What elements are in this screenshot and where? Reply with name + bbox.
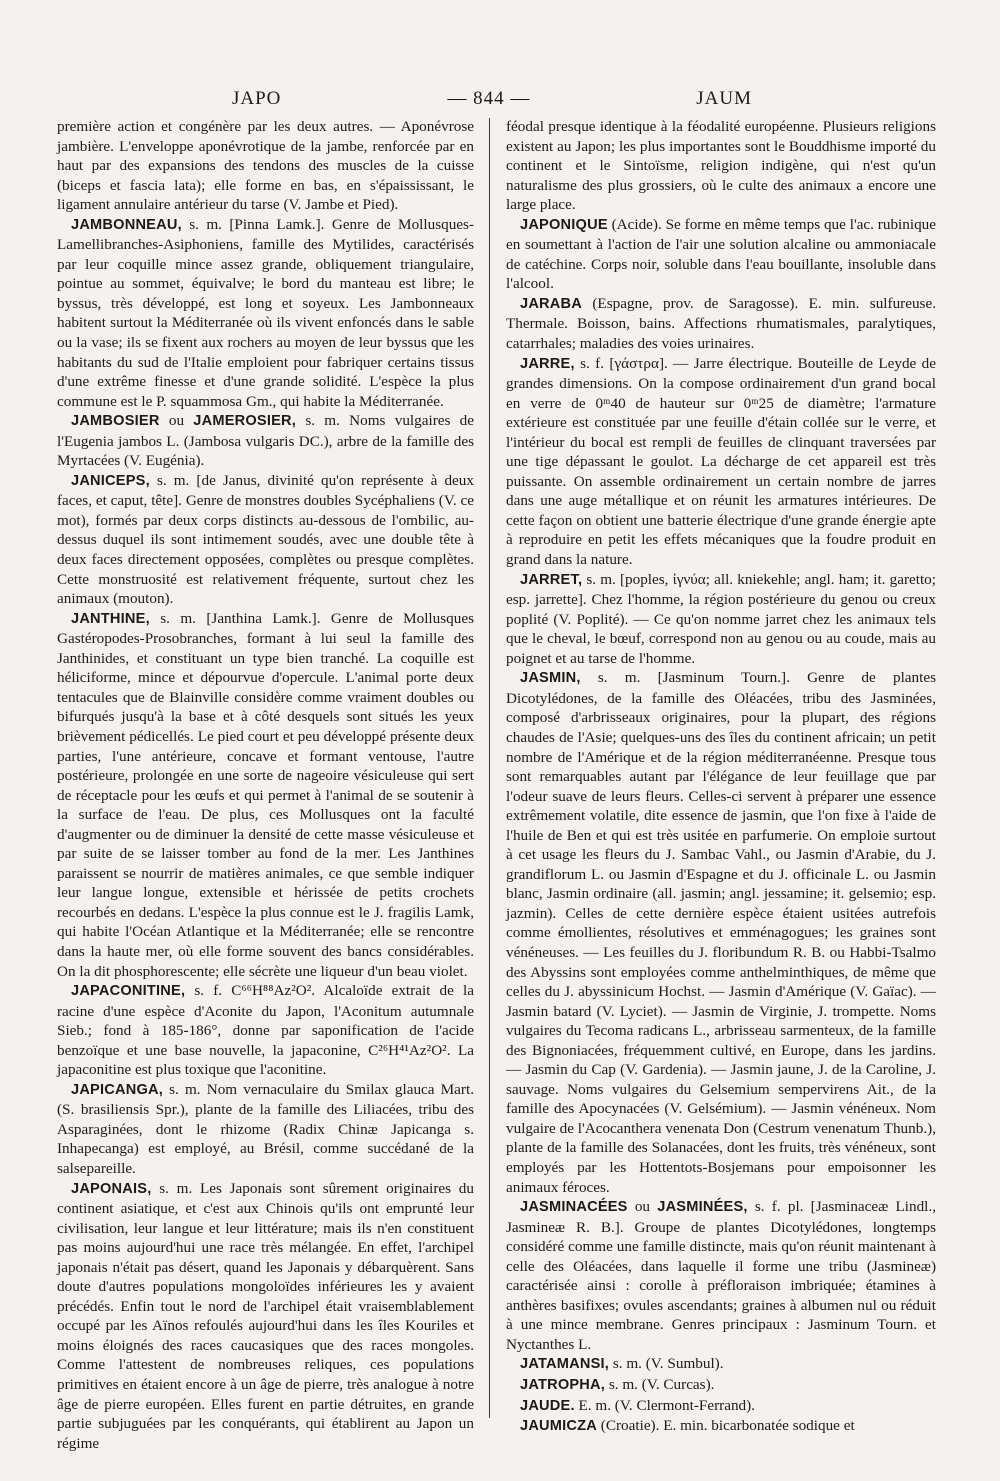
dictionary-entry <box>57 117 474 215</box>
dictionary-entry <box>57 471 474 609</box>
dictionary-entry <box>57 981 474 1080</box>
entry-text: s. m. (V. Curcas). <box>605 1376 715 1393</box>
entry-text: s. m. Nom vernaculaire du Smilax glauca Mart. (S. brasiliensis Spr.), plante de la famille des Liliacées, tribu des Asparaginées, dont le rhizome (Radix Chinæ Japicanga s. Inhapecanga) est employé, au Brésil, comme succédané de la salsepareille. <box>57 1080 474 1177</box>
dictionary-entry <box>57 1179 474 1454</box>
entry-headword: JANICEPS, <box>71 472 150 489</box>
dictionary-entry <box>57 411 474 471</box>
dictionary-entry <box>506 215 936 294</box>
entry-headword: JAMBONNEAU, <box>71 216 182 233</box>
entry-text: s. m. [Janthina Lamk.]. Genre de Mollusques Gastéropodes-Prosobranches, formant à lui seul la famille des Janthinides, et constituant un type bien tranché. La coquille est héliciforme, mince et dépourvue d'opercule. L'animal porte deux tentacules que de Blainville considère comme vraiment doubles ou bifurqués jusqu'à la base et à côté desquels sont situés les yeux brièvement pédicellés. Le pied court et peu développé présente deux parties, l'une antérieure, concave et formant ventouse, l'autre postérieure, prolongée en une sorte de nageoire vésiculeuse qui sert de réceptacle pour les œufs et qui permet à l'animal de se soutenir à la surface de l'eau. De plus, ces Mollusques ont la faculté d'augmenter ou de diminuer la densité de cette masse vésiculeuse et par suite de se laisser tomber au fond de la mer. Les Janthines paraissent se nourrir de matières animales, ce que semble indiquer leur langue longue, extensible et hérissée de petits crochets recourbés en dedans. L'espèce la plus connue est le J. fragilis Lamk, qui habite l'Océan Atlantique et la Méditerranée; elle se rencontre dans la haute mer, où elle forme souvent des bancs considérables. On la dit phosphorescente; elle sécrète une liqueur d'un beau violet. <box>57 609 474 980</box>
dictionary-entry <box>506 294 936 354</box>
dictionary-entry <box>506 1396 936 1417</box>
entry-text: E. m. (V. Clermont-Ferrand). <box>574 1396 755 1414</box>
page-number: — 844 — <box>447 88 531 109</box>
header-left-guideword: JAPO <box>232 88 282 109</box>
entry-text: ou <box>159 412 194 430</box>
dictionary-entry <box>57 215 474 411</box>
entry-headword: JASMINACÉES <box>520 1199 628 1216</box>
entry-text: s. f. C⁶⁶H⁸⁸Az²O². Alcaloïde extrait de la racine d'une espèce d'Aconite du Japon, l'Aconitum autumnale Sieb.; fond à 185-186°, donne par saponification de l'acide benzoïque et une base nouvelle, la japaconine, C²⁶H⁴¹Az²O². La japaconitine est plus toxique que l'aconitine. <box>57 982 474 1079</box>
entry-headword: JASMIN, <box>520 670 581 687</box>
entry-text: première action et congénère par les deux autres. — Aponévrose jambière. L'enveloppe aponévrotique de la jambe, renforcée par en haut par des expansions des tendons des muscles de la cuisse (biceps et fascia lata); elle forme en bas, en s'épaississant, le ligament annulaire antérieur du tarse (V. Jambe et Pied). <box>57 118 474 214</box>
dictionary-entry <box>506 668 936 1197</box>
entry-text: s. m. Noms vulgaires de l'Eugenia jambos L. (Jambosa vulgaris DC.), arbre de la famille des Myrtacées (V. Eugénia). <box>57 412 474 470</box>
entry-headword: JAPONAIS, <box>71 1180 152 1197</box>
dictionary-entry <box>57 609 474 981</box>
entry-headword: JAUDE. <box>520 1397 575 1414</box>
entry-text: (Acide). Se forme en même temps que l'ac. rubinique en soumettant à l'action de l'air une solution alcaline ou ammoniacale de catéchine. Corps noir, soluble dans l'eau bouillante, insoluble dans l'alcool. <box>506 215 936 293</box>
dictionary-entry <box>506 1416 936 1437</box>
dictionary-entry <box>506 117 936 215</box>
entry-headword: JATAMANSI, <box>520 1356 610 1373</box>
entry-headword: JARABA <box>520 295 583 312</box>
entry-text: (Croatie). E. min. bicarbonatée sodique et <box>597 1417 855 1435</box>
entry-text: s. m. [Jasminum Tourn.]. Genre de plantes Dicotylédones, de la famille des Oléacées, tribu des Jasminées, composé d'arbrisseaux originaires, pour la plupart, des régions chaudes de l'Asie; quelques-uns des îles du continent africain; un petit nombre de l'Amérique et de la région méditerranéenne. Presque tous sont remarquables autant par l'élégance de leur feuillage que par l'odeur suave de leurs fleurs. Celles-ci servent à préparer une essence extrêmement volatile, dite essence de jasmin, que l'on fixe à l'aide de l'huile de Ben et qui est très usitée en parfumerie. On emploie surtout à cet usage les fleurs du J. Sambac Vahl., ou Jasmin d'Arabie, du J. grandiflorum L. ou Jasmin d'Espagne et du J. officinale L. ou Jasmin blanc, Jasmin ordinaire (all. jasmin; angl. jessamine; it. gelsemio; esp. jazmin). Celles de cette dernière espèce étaient usitées autrefois comme émollientes, résolutives et emménagogues; les graines sont vénéneuses. — Les feuilles du J. floribundum R. B. ou Habbi-Tsalmo des Abyssins sont employées comme anthelminthiques, de même que celles du J. abyssinicum Hochst. — Jasmin d'Amérique (V. Gaïac). — Jasmin batard (V. Lyciet). — Jasmin de Virginie, J. trompette. Noms vulgaires du Tecoma radicans L., arbrisseau sarmenteux, de la famille des Bignoniacées, fréquemment cultivé, en Europe, dans les jardins. — Jasmin du Cap (V. Gardenia). — Jasmin jaune, J. de la Caroline, J. sauvage. Noms vulgaires du Gelsemium sempervirens Ait., de la famille des Apocynacées (V. Gelsémium). — Jasmin vénéneux. Nom vulgaire de l'Acocanthera venenata Don (Cestrum venenatum Thunb.), plante de la famille des Solanacées, dont les fruits, très vénéneux, sont employés par les Hottentots-Bosjemans pour empoisonner les animaux féroces. <box>506 669 936 1196</box>
header-right-guideword: JAUM <box>696 88 752 109</box>
entry-text: ou <box>627 1198 658 1216</box>
dictionary-entry <box>57 1080 474 1179</box>
entry-text: s. f. pl. [Jasminaceæ Lindl., Jasmineæ R. B.]. Groupe de plantes Dicotylédones, longtemps considéré comme une famille distincte, mais qu'on réunit maintenant à celle des Oléacées, dans laquelle il forme une tribu (Jasmineæ) caractérisée ainsi : corolle à préfloraison imbriquée; étamines à anthères basifixes; ovules ascendants; graines à albumen nul ou réduit à une mince membrane. Genres principaux : Jasminum Tourn. et Nyctanthes L. <box>506 1198 936 1353</box>
entry-text: s. m. [Pinna Lamk.]. Genre de Mollusques-Lamellibranches-Asiphoniens, famille des Mytilides, caractérisés par leur coquille mince assez grande, obliquement triangulaire, pointue au sommet, équivalve; le bord du manteau est libre; le byssus, très développé, est long et soyeux. Les Jambonneaux habitent surtout la Méditerranée où ils vivent enfoncés dans le sable ou la vase; ils se fixent aux rochers au moyen de leur byssus que les habitants du sud de l'Italie emploient pour fabriquer certains tissus d'une extrême finesse et d'une grande solidité. L'espèce la plus commune est le P. squammosa Gm., qui habite la Méditerranée. <box>57 215 474 410</box>
entry-text: s. m. [poples, ἰγνύα; all. kniekehle; angl. ham; it. garetto; esp. jarrette]. Chez l'homme, la région postérieure du genou ou creux poplité (V. Poplité). — Ce qu'on nomme jarret chez les animaux tels que le cheval, le bœuf, correspond non au genou ou au coude, mais au poignet et au tarse de l'homme. <box>506 570 936 667</box>
left-column <box>57 117 474 1453</box>
entry-headword: JARRE, <box>520 355 575 372</box>
entry-headword: JARRET, <box>520 571 583 588</box>
entry-headword: JASMINÉES, <box>657 1199 748 1216</box>
entry-text: féodal presque identique à la féodalité européenne. Plusieurs religions existent au Japon; les plus importantes sont le Bouddhisme importé du continent et le Sintoïsme, religion indigène, qui n'est qu'un naturalisme des plus grossiers, où le culte des animaux a encore une large place. <box>506 118 936 214</box>
entry-text: (Espagne, prov. de Saragosse). E. min. sulfureuse. Thermale. Boisson, bains. Affections rhumatismales, paralytiques, catarrhales; maladies des voies urinaires. <box>506 294 936 353</box>
dictionary-entry <box>506 1375 936 1396</box>
column-divider <box>489 118 490 1418</box>
dictionary-entry <box>506 1354 936 1375</box>
entry-headword: JAPACONITINE, <box>71 983 186 1000</box>
entry-headword: JATROPHA, <box>520 1377 606 1393</box>
entry-headword: JANTHINE, <box>71 610 150 627</box>
dictionary-entry <box>506 354 936 570</box>
entry-headword: JAPONIQUE <box>520 216 608 233</box>
entry-text: s. f. [γάστρα]. — Jarre électrique. Bouteille de Leyde de grandes dimensions. On la compose ordinairement d'un grand bocal en verre de 0ᵐ40 de hauteur sur 0ᵐ25 de diamètre; l'armature extérieure est constituée par une feuille d'étain collée sur le verre, et l'intérieur du bocal est rempli de feuilles de clinquant traversées par une tige dépassant le goulot. La décharge de cet appareil est très puissante. On assemble ordinairement un certain nombre de jarres dans une auge métallique et on réunit les armatures intérieures. De cette façon on obtient une batterie électrique d'une grande énergie apte à reproduire en petit les effets mécaniques que la foudre produit en grand dans la nature. <box>506 354 936 569</box>
entry-text: s. m. [de Janus, divinité qu'on représente à deux faces, et caput, tête]. Genre de monstres doubles Sycéphaliens (V. ce mot), formés par deux corps distincts au-dessous de l'ombilic, au-dessus duquel ils sont intimement soudés, avec une double tête à deux faces directement opposées, complètes ou presque complètes. Cette monstruosité est relativement fréquente, surtout chez les animaux (mouton). <box>57 471 474 608</box>
dictionary-entry <box>506 570 936 669</box>
entry-text: s. m. (V. Sumbul). <box>609 1355 724 1373</box>
entry-headword: JAMEROSIER, <box>193 413 297 430</box>
entry-headword: JAMBOSIER <box>71 413 160 430</box>
running-header <box>232 88 752 116</box>
entry-text: s. m. Les Japonais sont sûrement originaires du continent asiatique, et c'est aux Chinois qu'ils ont emprunté leur civilisation, leur langue et leur littérature; mais ils n'en constituent pas moins aujourd'hui une race très mélangée. En effet, l'archipel japonais n'était pas désert, quand les Japonais y débarquèrent. Sans doute d'autres populations mongoloïdes inférieures les y avaient précédés. Enfin tout le nord de l'archipel était vraisemblablement occupé par les Aïnos refoulés aujourd'hui dans les îles Kouriles et moins éloignés des races caucasiques que des races mongoles. Comme l'attestent de nombreuses reliques, ces populations primitives en étaient encore à un âge de pierre, très analogue à notre âge de pierre européen. Elles furent en partie détruites, en grande partie subjuguées par les conquérants, qui établirent au Japon un régime <box>57 1179 474 1452</box>
entry-headword: JAPICANGA, <box>71 1081 164 1098</box>
right-column <box>506 117 936 1437</box>
dictionary-entry <box>506 1197 936 1354</box>
entry-headword: JAUMICZA <box>520 1418 597 1435</box>
